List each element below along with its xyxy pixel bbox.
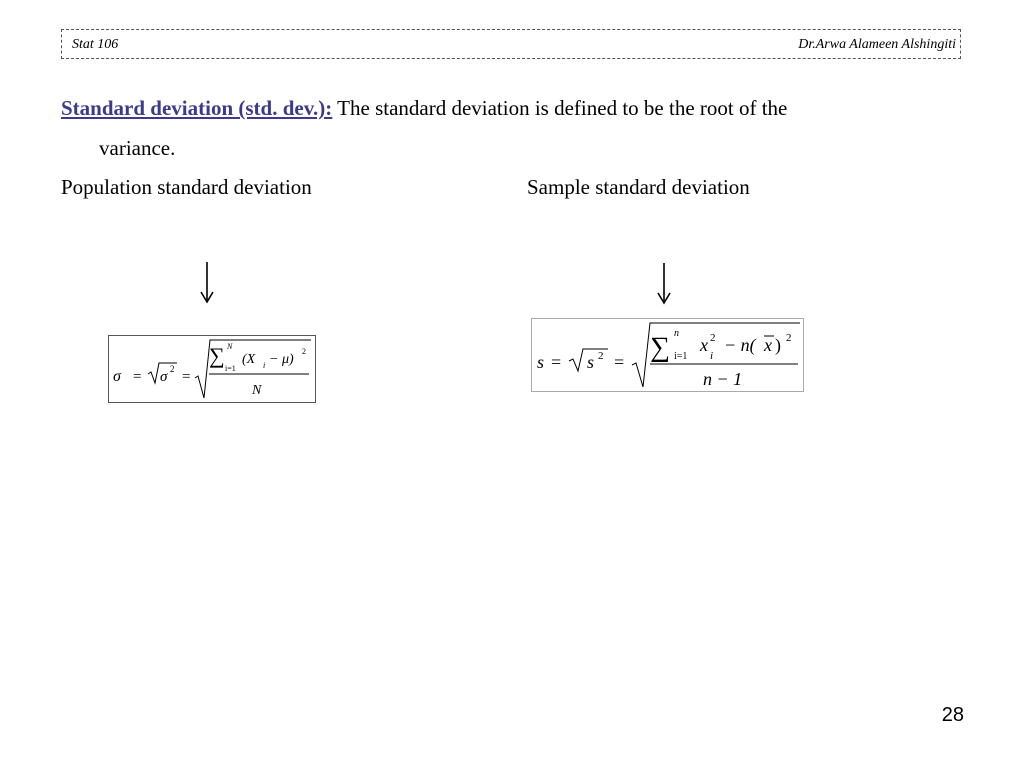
equals-sign-2: =: [182, 369, 191, 385]
sigma-squared-exponent: 2: [170, 364, 175, 374]
denominator: n − 1: [703, 369, 743, 389]
population-formula-box: [108, 335, 316, 403]
term-close-paren: ): [775, 335, 781, 355]
term-x: x: [700, 335, 708, 355]
s-squared-base: s: [587, 352, 595, 372]
summation-icon: ∑: [650, 332, 670, 363]
definition-text: The standard deviation is defined to be the root of the: [332, 96, 788, 120]
definition-term: Standard deviation (std. dev.):: [61, 96, 333, 120]
term-exponent: 2: [302, 347, 306, 356]
s-squared-exponent: 2: [598, 350, 604, 362]
term-x-exponent: 2: [710, 332, 716, 344]
equals-sign: =: [133, 369, 142, 385]
population-formula: [109, 336, 315, 402]
sum-lower-limit: i=1: [674, 351, 688, 362]
term-close-exponent: 2: [786, 332, 792, 344]
summation-icon: ∑: [209, 343, 225, 368]
course-label: Stat 106: [72, 37, 119, 52]
term-x-subscript: i: [710, 350, 714, 362]
sample-formula: [532, 319, 803, 391]
sample-formula-box: [531, 318, 804, 392]
sigma-squared-base: σ: [160, 369, 168, 385]
equals-sign: =: [551, 352, 562, 372]
page-number: 28: [941, 704, 964, 726]
term-x: (X: [242, 352, 256, 367]
term-subscript: i: [263, 361, 266, 370]
term-xbar: x: [764, 335, 772, 355]
sum-upper-limit: n: [674, 328, 679, 339]
population-label: Population standard deviation: [61, 175, 312, 199]
population-arrow-icon: [201, 262, 213, 302]
sigma-symbol: σ: [113, 368, 121, 385]
sum-upper-limit: N: [227, 342, 233, 351]
sum-lower-limit: i=1: [225, 364, 236, 373]
s-symbol: s: [537, 352, 545, 372]
term-mu: − μ): [269, 352, 294, 367]
definition-text-continued: variance.: [99, 136, 176, 160]
author-label: Dr.Arwa Alameen Alshingiti: [798, 37, 956, 52]
sample-arrow-icon: [658, 263, 670, 303]
denominator-n: N: [252, 383, 262, 398]
term-minus-n: − n(: [724, 335, 756, 355]
sample-label: Sample standard deviation: [527, 175, 750, 199]
equals-sign-2: =: [614, 352, 625, 372]
